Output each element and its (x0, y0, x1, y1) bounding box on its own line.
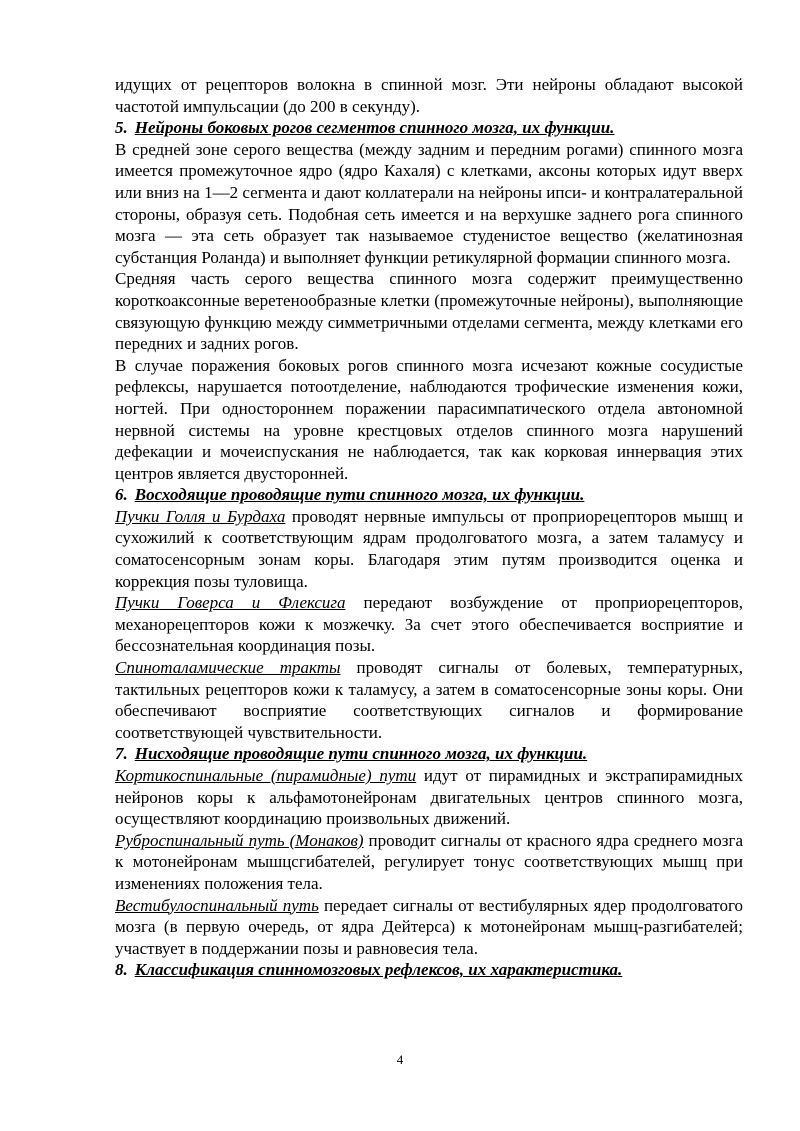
paragraph: В средней зоне серого вещества (между задним и передним рогами) спинного мозга имеется промежуточное ядро (ядро Кахаля) с клетками, аксоны которых идут вверх или вниз на 1—2 сегмента и дают коллатерали на нейроны ипси- и контралатеральной стороны, образуя сеть. Подобная сеть имеется и на верхушке заднего рога спинного мозга — эта сеть образует так называемое студенистое вещество (желатинозная субстанция Роланда) и выполняет функции ретикулярной формации спинного мозга. (115, 139, 743, 267)
pathway-paragraph (115, 830, 743, 895)
section-title: Классификация спинномозговых рефлексов, их характеристика. (134, 960, 623, 980)
pathway-description: передают возбуждение от проприорецепторов, механорецепторов кожи к мозжечку. За счет этого обеспечивается восприятие и бессознательная координация позы. (115, 593, 744, 656)
page-number: 4 (396, 1052, 404, 1067)
paragraph: В случае поражения боковых рогов спинного мозга исчезают кожные сосудистые рефлексы, нарушается потоотделение, наблюдаются трофические изменения кожи, ногтей. При одностороннем поражении парасимпатического отдела автономной нервной системы на уровне крестцовых отделов спинного мозга нарушений дефекации и мочеиспускания не наблюдается, так как корковая иннервация этих центров является двусторонней. (115, 355, 743, 483)
pathway-description: проводят сигналы от болевых, температурных, тактильных рецепторов кожи к таламусу, а затем в соматосенсорные зоны коры. Они обеспечивают восприятие соответствующих сигналов и формирование соответствующей чувствительности. (115, 658, 744, 742)
pathway-term: Кортикоспинальные (пирамидные) пути (115, 766, 417, 785)
section-number: 6. (115, 485, 128, 505)
pathway-description: идут от пирамидных и экстрапирамидных нейронов коры к альфамотонейронам двигательных центров спинного мозга, осуществляют координацию произвольных движений. (115, 766, 743, 829)
intro-paragraph: идущих от рецепторов волокна в спинной мозг. Эти нейроны обладают высокой частотой импульсации (до 200 в секунду). (115, 75, 743, 116)
pathway-term: Спиноталамические тракты (115, 658, 341, 678)
pathway-term: Вестибулоспинальный путь (115, 895, 319, 915)
page-content (115, 74, 743, 981)
pathway-paragraph (115, 592, 743, 657)
pathway-description: проводит сигналы от красного ядра среднего мозга к мотонейронам мышцсгибателей, регулирует тонус соответствующих мышц при изменениях положения тела. (115, 830, 743, 893)
pathway-paragraph (115, 657, 743, 743)
pathway-paragraph (115, 765, 743, 830)
section-title: Нейроны боковых рогов сегментов спинного мозга, их функции. (134, 118, 615, 138)
pathway-term: Пучки Голля и Бурдаха (115, 506, 286, 526)
paragraph: Средняя часть серого вещества спинного мозга содержит преимущественно короткоаксонные веретенообразные клетки (промежуточные нейроны), выполняющие связующую функцию между симметричными отделами сегмента, между клетками его передних и задних рогов. (115, 269, 743, 354)
section-heading-6 (115, 484, 743, 506)
section-title: Восходящие проводящие пути спинного мозга, их функции. (134, 485, 585, 505)
pathway-description: проводят нервные импульсы от проприорецепторов мышц и сухожилий к соответствующим ядрам продолговатого мозга, а затем таламусу и соматосенсорным зонам коры. Благодаря этим путям производится оценка и коррекция позы туловища. (115, 506, 743, 591)
section-title: Нисходящие проводящие пути спинного мозга, их функции. (134, 744, 588, 764)
section-heading-8 (115, 959, 743, 981)
section-heading-7 (115, 743, 743, 765)
pathway-paragraph (115, 506, 743, 592)
section-number: 5. (115, 118, 128, 138)
pathway-term: Пучки Говерса и Флексига (115, 593, 346, 613)
pathway-description: передает сигналы от вестибулярных ядер продолговатого мозга (в первую очередь, от ядра Дейтерса) к мотонейронам мышц-разгибателей; участвует в поддержании позы и равновесия тела. (115, 895, 743, 958)
section-number: 8. (115, 960, 128, 980)
pathway-term: Руброспинальный путь (Монаков) (115, 830, 364, 850)
section-number: 7. (115, 744, 128, 764)
pathway-paragraph (115, 895, 743, 960)
section-heading-5 (115, 117, 743, 139)
